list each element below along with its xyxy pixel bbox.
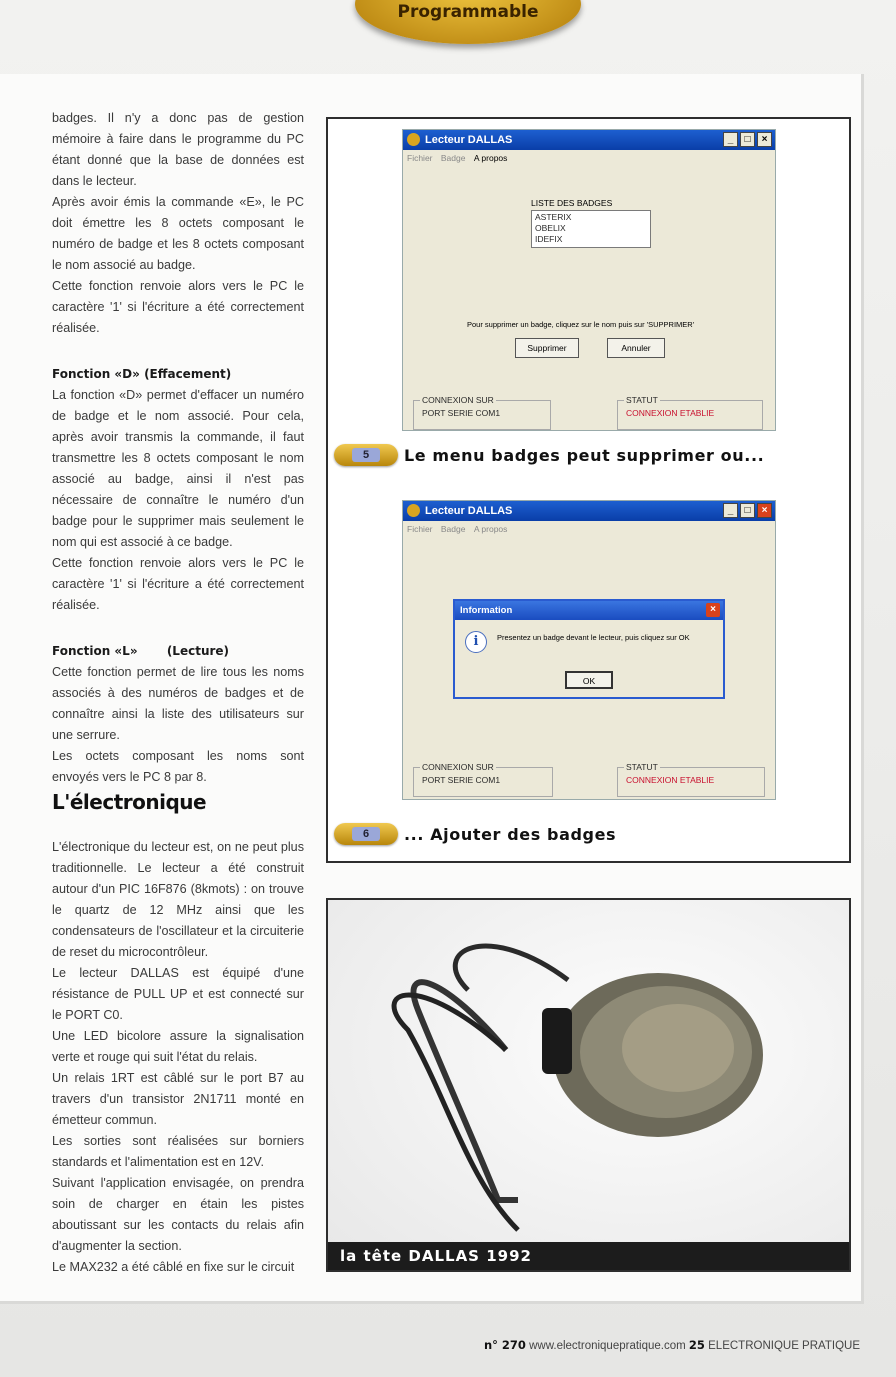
app-window-delete [402, 129, 776, 431]
photo-caption: la tête DALLAS 1992 [328, 1242, 849, 1270]
app-window-add [402, 500, 776, 800]
minimize-icon[interactable]: _ [723, 132, 738, 147]
dialog-text: Presentez un badge devant le lecteur, puis cliquez sur OK [497, 633, 690, 642]
paragraph: Une LED bicolore assure la signalisation verte et rouge qui suit l'état du relais. [52, 1029, 304, 1064]
maximize-icon[interactable]: □ [740, 132, 755, 147]
window-titlebar[interactable] [403, 130, 775, 150]
close-icon[interactable]: × [757, 503, 772, 518]
list-item[interactable]: ASTERIX [535, 212, 572, 222]
page-footer [484, 1338, 860, 1352]
instruction-text: Pour supprimer un badge, cliquez sur le nom puis sur 'SUPPRIMER' [467, 320, 695, 329]
page-number: 25 [688, 1338, 705, 1352]
photo-frame [326, 898, 851, 1272]
figure-number-badge [334, 444, 398, 466]
info-icon: i [465, 631, 487, 653]
app-icon [407, 504, 420, 517]
paragraph: L'électronique du lecteur est, on ne peut plus traditionnelle. Le lecteur a été construit autour d'un PIC 16F876 (8kmots) : on trouve le quartz de 12 MHz ainsi que les condensateurs de l'oscillateur et la circuiterie de reset du microcontrôleur. [52, 840, 304, 959]
status-value: CONNEXION ETABLIE [626, 408, 715, 418]
paragraph: Le MAX232 a été câblé en fixe sur le circuit [52, 1260, 295, 1274]
close-icon[interactable]: × [757, 132, 772, 147]
cancel-button[interactable]: Annuler [607, 338, 665, 358]
paragraph: Cette fonction permet de lire tous les noms associés à des numéros de badges et de connaître ainsi la liste des utilisateurs sur une serrure. [52, 665, 304, 742]
menu-fichier[interactable]: Fichier [407, 524, 433, 534]
badge-listbox[interactable] [531, 210, 651, 248]
menu-bar [403, 150, 775, 166]
list-item[interactable]: IDEFIX [535, 234, 563, 244]
status-legend: STATUT [626, 395, 658, 405]
app-icon [407, 133, 420, 146]
list-label: LISTE DES BADGES [531, 198, 613, 208]
information-dialog [453, 599, 725, 699]
magazine-name: ELECTRONIQUE PRATIQUE [708, 1340, 860, 1352]
figure-caption: Le menu badges peut supprimer ou... [404, 446, 765, 465]
section-banner-text: Programmable [397, 2, 539, 22]
paragraph: La fonction «D» permet d'effacer un numéro de badge et le nom associé. Pour cela, après avoir transmis la commande, il faut transmettre les 8 octets composant le nom associé au badge, ainsi il n'est pas nécessaire de connaître le numéro d'un badge pour le supprimer mais seulement le nom qui est associé à ce badge. [52, 388, 304, 549]
ok-button[interactable]: OK [565, 671, 613, 689]
delete-button[interactable]: Supprimer [515, 338, 579, 358]
figure-caption: ... Ajouter des badges [404, 825, 617, 844]
status-value: CONNEXION ETABLIE [626, 775, 715, 785]
maximize-icon[interactable]: □ [740, 503, 755, 518]
window-title: Lecteur DALLAS [425, 505, 513, 517]
paragraph: Cette fonction renvoie alors vers le PC le caractère '1' si l'écriture a été correctement réalisée. [52, 556, 304, 612]
paragraph: Les sorties sont réalisées sur borniers standards et l'alimentation est en 12V. [52, 1134, 304, 1169]
connection-group [413, 395, 551, 430]
menu-fichier[interactable]: Fichier [407, 153, 433, 163]
heading-electronique: L'électronique [52, 790, 207, 814]
dialog-titlebar [455, 601, 723, 620]
connection-value: PORT SERIE COM1 [422, 775, 501, 785]
text-column [52, 108, 304, 1278]
heading-fonction-d: Fonction «D» (Effacement) [52, 367, 232, 381]
menu-apropos[interactable]: A propos [473, 153, 508, 163]
dialog-title: Information [460, 605, 513, 616]
connection-group [413, 762, 553, 797]
connection-legend: CONNEXION SUR [422, 395, 494, 405]
menu-bar [403, 521, 775, 537]
figure-frame [326, 117, 851, 863]
figure-number: 5 [352, 448, 380, 462]
paragraph: Après avoir émis la commande «E», le PC doit émettre les 8 octets composant le numéro de badge et les 8 octets composant le nom associé au badge. [52, 195, 304, 272]
figure-number: 6 [352, 827, 380, 841]
menu-badge[interactable]: Badge [440, 524, 466, 534]
paragraph: Suivant l'application envisagée, on prendra soin de charger en étain les pistes aboutissant sur les contacts du relais afin d'augmenter la section. [52, 1176, 304, 1253]
dialog-close-icon[interactable]: × [706, 603, 720, 617]
issue-number: n° 270 [483, 1338, 526, 1352]
connection-legend: CONNEXION SUR [422, 762, 494, 772]
paragraph: badges. Il n'y a donc pas de gestion mémoire à faire dans le programme du PC étant donné que la base de données est dans le lecteur. [52, 111, 304, 188]
menu-badge[interactable]: Badge [440, 153, 466, 163]
paragraph: Cette fonction renvoie alors vers le PC le caractère '1' si l'écriture a été correctement réalisée. [52, 279, 304, 335]
website[interactable]: www.electroniquepratique.com [529, 1340, 686, 1352]
window-title: Lecteur DALLAS [425, 134, 513, 146]
connection-value: PORT SERIE COM1 [422, 408, 501, 418]
paragraph: Les octets composant les noms sont envoyés vers le PC 8 par 8. [52, 749, 304, 784]
status-legend: STATUT [626, 762, 658, 772]
menu-apropos[interactable]: A propos [473, 524, 508, 534]
minimize-icon[interactable]: _ [723, 503, 738, 518]
figure-number-badge [334, 823, 398, 845]
list-item[interactable]: OBELIX [535, 223, 566, 233]
heading-fonction-l: Fonction «L» (Lecture) [52, 644, 230, 658]
paragraph: Un relais 1RT est câblé sur le port B7 au travers d'un transistor 2N1711 monté en émetteur commun. [52, 1071, 304, 1127]
paragraph: Le lecteur DALLAS est équipé d'une résistance de PULL UP et est connecté sur le PORT C0. [52, 966, 304, 1022]
dallas-reader-photo [328, 900, 849, 1242]
status-group [617, 762, 765, 797]
window-titlebar[interactable] [403, 501, 775, 521]
status-group [617, 395, 763, 430]
